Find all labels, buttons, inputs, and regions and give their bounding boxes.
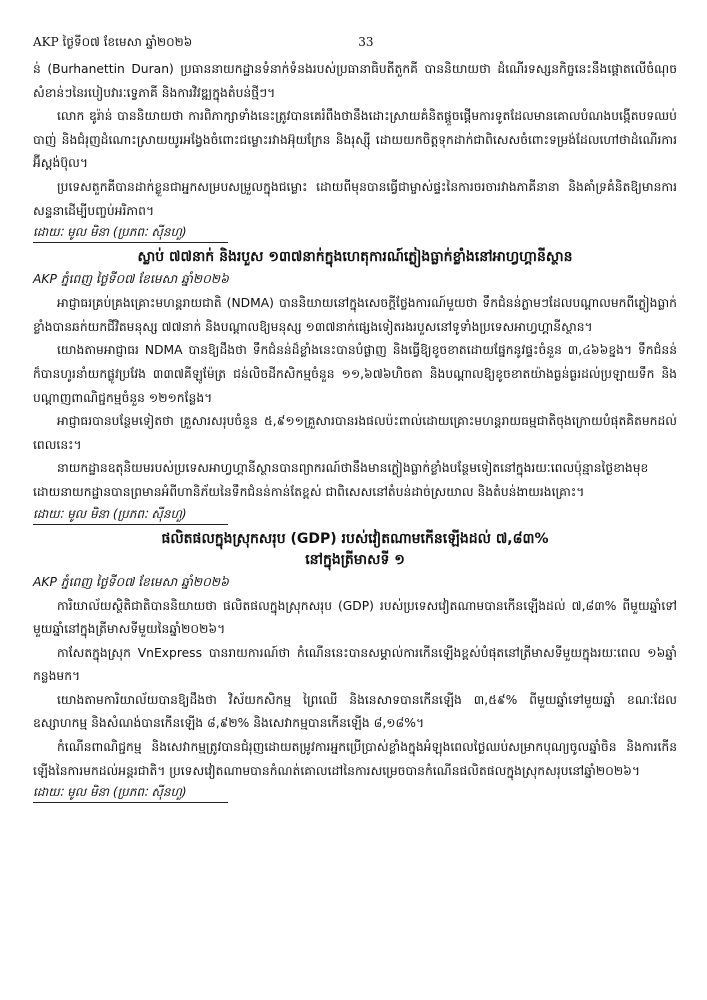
article-paragraph: អាជ្ញាធរបានបន្ថែមទៀតថា គ្រួសារសរុបចំនួន ៥,៩១១គ្រួសារបានរងផលប៉ះពាល់ដោយគ្រោះមហន្តរាយធម្មជាតិចុងក្រោយបំផុតគិតមកដល់ពេលនេះ។	[33, 414, 677, 452]
article-paragraph: ការិយាល័យស្ថិតិជាតិបាននិយាយថា ផលិតផលក្នុងស្រុកសរុប (GDP) របស់ប្រទេសវៀតណាមបានកើនឡើងដល់ ៧,៨៣% ពីមួយឆ្នាំទៅមួយឆ្នាំនៅក្នុងត្រីមាសទីមួយនៃឆ្នាំ២០២៦។	[33, 598, 677, 637]
article-paragraph: អាជ្ញាធរគ្រប់គ្រងគ្រោះមហន្តរាយជាតិ (NDMA) បាននិយាយនៅក្នុងសេចក្តីថ្លែងការណ៍មួយថា ទឹកជំនន់ភ្លាមៗដែលបណ្តាលមកពីភ្លៀងធ្លាក់ខ្លាំងបានឆក់យកជីវិតមនុស្ស ៧៧នាក់ និងបណ្តាលឱ្យមនុស្ស ១៣៧នាក់ផ្សេងទៀតរងរបួសនៅទូទាំងប្រទេសអាហ្វហ្គានីស្ថាន។	[33, 296, 677, 334]
page-number: 33	[358, 35, 374, 49]
byline: ដោយៈ មូល មិនា (ប្រភពៈ ស៊ីនហួ)	[33, 783, 677, 803]
byline: ដោយៈ មូល មិនា (ប្រភពៈ ស៊ីនហួ)	[33, 505, 677, 525]
article-paragraph: កាសែតក្នុងស្រុក VnExpress បានរាយការណ៍ថា កំណើននេះបានសម្គាល់ការកើនឡើងខ្ពស់បំផុតនៅត្រីមាសទីមួយក្នុងរយៈពេល ១៦ឆ្នាំកន្លងមក។	[33, 645, 677, 684]
page-header	[33, 34, 677, 52]
article-title-line: នៅក្នុងត្រីមាសទី ១	[305, 551, 405, 568]
article-paragraph: យោងតាមការិយាល័យបានឱ្យដឹងថា វិស័យកសិកម្ម ព្រៃឈើ និងនេសាទបានកើនឡើង ៣,៥៩% ពីមួយឆ្នាំទៅមួយឆ្នាំ ខណៈដែលឧស្សាហកម្ម និងសំណង់បានកើនឡើង ៨,៩២% និងសេវាកម្មបានកើនឡើង ៨,១៨%។	[33, 692, 677, 731]
intro-paragraph: ន់ (Burhanettin Duran) ប្រធាននាយកដ្ឋានទំនាក់ទំនងរបស់ប្រធានាធិបតីតួកគី បាននិយាយថា ដំណើរទស្សនកិច្ចនេះនឹងផ្តោតលើចំណុចសំខាន់ៗនៃរបៀបវារៈទ្វេភាគី និងការវិវឌ្ឍក្នុងតំបន់ថ្មីៗ។	[33, 62, 677, 100]
byline: ដោយៈ មូល មិនា (ប្រភពៈ ស៊ីនហួ)	[33, 223, 677, 243]
header-dateline: AKP ថ្ងៃទី០៧ ខែមេសា ឆ្នាំ២០២៦	[33, 35, 193, 49]
article-paragraph: យោងតាមអាជ្ញាធរ NDMA បានឱ្យដឹងថា ទឹកជំនន់ដ៏ខ្លាំងនេះបានបំផ្លាញ និងធ្វើឱ្យខូចខាតដោយផ្នែកនូវផ្ទះចំនួន ៣,៤៦៦ខ្នង។ ទឹកជំនន់ក៏បានហូរនាំយកផ្លូវប្រវែង ៣៣៧គីឡូម៉ែត្រ ជន់លិចដីកសិកម្មចំនួន ១១,៦៧៦ហិចតា និងបណ្តាលឱ្យខូចខាតយ៉ាងធ្ងន់ធ្ងរដល់ប្រឡាយទឹក និងបណ្តាញពាណិជ្ជកម្មចំនួន ១២១កន្លែង។	[33, 343, 677, 405]
article-title: ស្លាប់ ៧៧នាក់ និងរបួស ១៣៧នាក់ក្នុងហេតុការណ៍ភ្លៀងធ្លាក់ខ្លាំងនៅអាហ្វហ្គានីស្ថាន	[137, 249, 573, 266]
article-dateline: AKP ភ្នំពេញ ថ្ងៃទី០៧ ខែមេសា ឆ្នាំ២០២៦	[33, 574, 229, 589]
intro-paragraph: លោក ឌូរ៉ាន់ បាននិយាយថា ការពិភាក្សាទាំងនេះត្រូវបានគេរំពឹងថានឹងដោះស្រាយគំនិតផ្តួចផ្តើមការទូតដែលមានគោលបំណងបង្កើតបទឈប់បាញ់ និងជំរុញដំណោះស្រាយយូរអង្វែងចំពោះជម្លោះរវាងអ៊ុយក្រែន និងរុស្ស៊ី ដោយយកចិត្តទុកដាក់ជាពិសេសចំពោះទម្រង់ដែលហៅថាដំណើរការអ៊ីស្តង់ប៊ុល។	[33, 109, 677, 171]
article-dateline: AKP ភ្នំពេញ ថ្ងៃទី០៧ ខែមេសា ឆ្នាំ២០២៦	[33, 272, 229, 287]
intro-paragraph: ប្រទេសតួកគីបានដាក់ខ្លួនជាអ្នកសម្របសម្រួលក្នុងជម្លោះ ដោយពីមុនបានធ្វើជាម្ចាស់ផ្ទះនៃការចរចារវាងភាគីនានា និងគាំទ្រគំនិតឱ្យមានការសន្ទនាដើម្បីបញ្ចប់អរិភាព។	[33, 179, 677, 218]
article-paragraph: នាយកដ្ឋានឧតុនិយមរបស់ប្រទេសអាហ្វហ្គានីស្ថានបានព្យាករណ៍ថានឹងមានភ្លៀងធ្លាក់ខ្លាំងបន្ថែមទៀតនៅក្នុងរយៈពេលប៉ុន្មានថ្ងៃខាងមុខ ដោយនាយកដ្ឋានបានព្រមានអំពីហានិភ័យនៃទឹកជំនន់កាន់តែខ្ពស់ ជាពិសេសនៅតំបន់ដាច់ស្រយាល និងតំបន់ងាយរងគ្រោះ។	[33, 461, 649, 499]
article-paragraph: កំណើនពាណិជ្ជកម្ម និងសេវាកម្មត្រូវបានជំរុញដោយតម្រូវការអ្នកប្រើប្រាស់ខ្លាំងក្នុងអំឡុងពេលថ្ងៃឈប់សម្រាកបុណ្យចូលឆ្នាំចិន និងការកើនឡើងនៃការមកដល់អន្តរជាតិ។ ប្រទេសវៀតណាមបានកំណត់គោលដៅនៃការសម្រេចបានកំណើនផលិតផលក្នុងស្រុកសរុបនៅឆ្នាំ២០២៦។	[33, 740, 677, 778]
article-title-line: ផលិតផលក្នុងស្រុកសរុប (GDP) របស់វៀតណាមកើនឡើងដល់ ៧,៨៣%	[161, 530, 549, 547]
article-title	[33, 529, 677, 571]
